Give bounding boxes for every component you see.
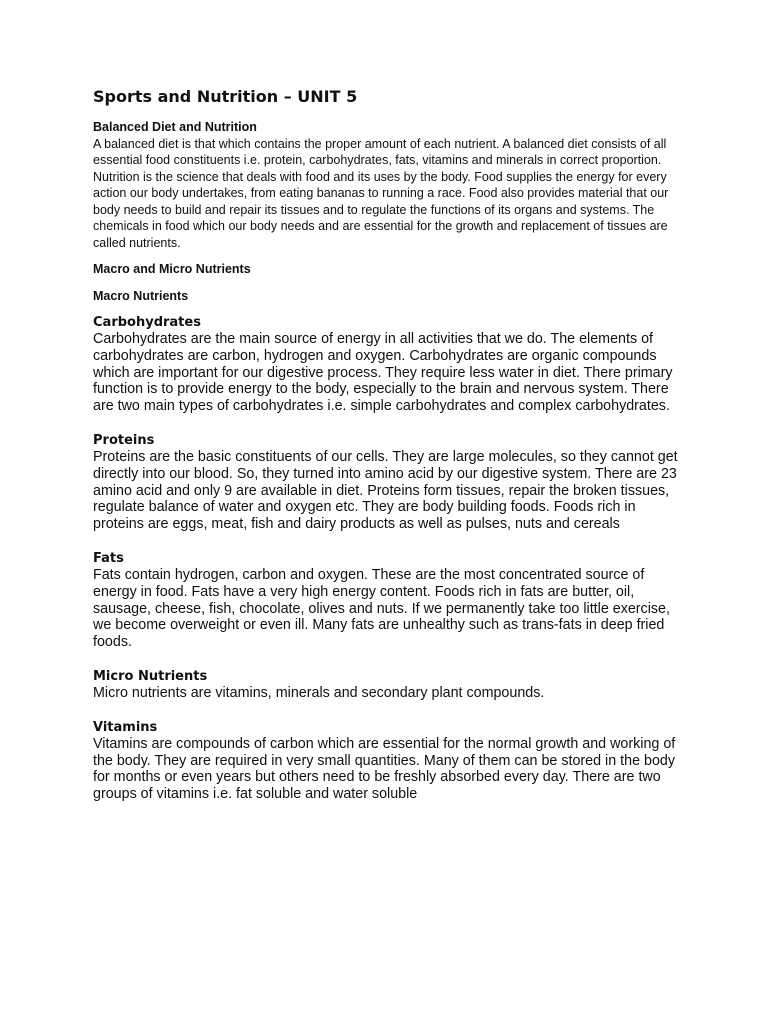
section-carbohydrates: [93, 314, 683, 415]
document-title: Sports and Nutrition – UNIT 5: [93, 87, 358, 106]
section-paragraph: Carbohydrates are the main source of energy in all activities that we do. The elements of carbohydrates are carbon, hydrogen and oxygen. Carbohydrates are organic compounds which are important for our digestive process. They require less water in diet. There primary function is to provide energy to the body, especially to the brain and nervous system. There are two main types of carbohydrates i.e. simple carbohydrates and complex carbohydrates.: [93, 331, 673, 415]
macro-nutrients-heading: Macro Nutrients: [93, 288, 189, 303]
section-vitamins: [93, 719, 683, 803]
section-heading: Vitamins: [93, 719, 158, 735]
section-paragraph: Fats contain hydrogen, carbon and oxygen. These are the most concentrated source of energy in food. Fats have a very high energy content. Foods rich in fats are butter, oil, sausage, cheese, fish, chocolate, olives and nuts. If we permanently take too little exercise, we become overweight or even ill. Many fats are unhealthy such as trans-fats in deep fried foods.: [93, 566, 670, 651]
balanced-diet-block: [93, 119, 683, 251]
balanced-diet-paragraph: A balanced diet is that which contains the proper amount of each nutrient. A balanced diet consists of all essential food constituents i.e. protein, carbohydrates, fats, vitamins and minerals in correct proportion. Nutrition is the science that deals with food and its uses by the body. Food supplies the energy for every action our body undertakes, from eating bananas to running a race. Food also provides material that our body needs to build and repair its tissues and to regulate the functions of its organs and systems. The chemicals in food which our body needs and are essential for the growth and replacement of tissues are called nutrients.: [93, 136, 669, 250]
balanced-diet-heading: Balanced Diet and Nutrition: [93, 120, 257, 134]
section-micro-nutrients: [93, 668, 683, 702]
document-page: [93, 86, 683, 803]
section-paragraph: Proteins are the basic constituents of our cells. They are large molecules, so they cannot get directly into our blood. So, they turned into amino acid by our digestive system. There are 23 amino acid and only 9 are available in diet. Proteins form tissues, repair the broken tissues, regulate balance of water and oxygen etc. They are body building foods. Foods rich in proteins are eggs, meat, fish and dairy products as well as pulses, nuts and cereals: [93, 448, 678, 533]
section-paragraph: Micro nutrients are vitamins, minerals and secondary plant compounds.: [93, 684, 545, 701]
section-heading: Carbohydrates: [93, 315, 201, 330]
section-proteins: [93, 432, 683, 533]
section-paragraph: Vitamins are compounds of carbon which are essential for the normal growth and working of the body. They are required in very small quantities. Many of them can be stored in the body for months or even years but others need to be freshly absorbed every day. There are two groups of vitamins i.e. fat soluble and water soluble: [93, 735, 676, 803]
section-fats: [93, 550, 683, 651]
section-heading: Micro Nutrients: [93, 668, 208, 684]
macro-micro-heading: Macro and Micro Nutrients: [93, 262, 251, 276]
section-heading: Fats: [93, 550, 124, 566]
section-heading: Proteins: [93, 432, 155, 448]
